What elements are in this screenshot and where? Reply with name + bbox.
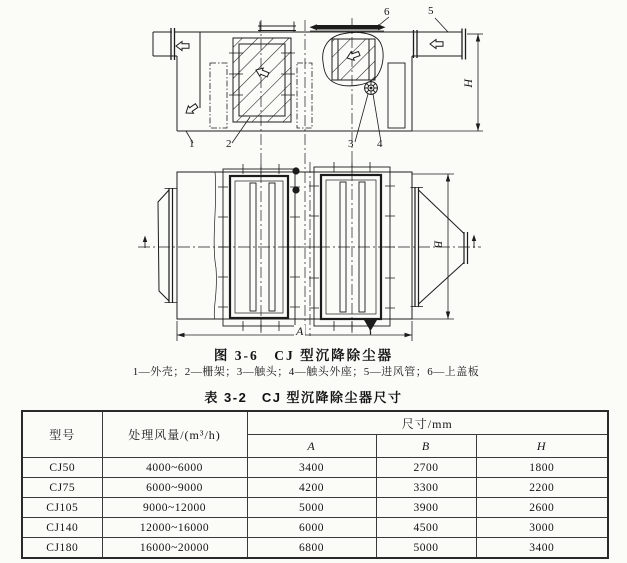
cell-model: CJ105 (22, 498, 102, 518)
outlet-diffuser (158, 188, 177, 303)
contact-dot-lower (292, 186, 299, 193)
top-cover-plate (310, 24, 386, 31)
dimension-label-h: H (461, 78, 476, 88)
header-model: 型号 (22, 411, 102, 458)
header-a: A (247, 435, 376, 458)
drain-funnel (364, 320, 377, 335)
cell-h: 2600 (476, 498, 608, 518)
header-h: H (476, 435, 608, 458)
cell-b: 3300 (376, 478, 476, 498)
header-b: B (376, 435, 476, 458)
callout-3: 3 (348, 138, 354, 150)
table-row (22, 498, 608, 518)
right-slot (388, 63, 405, 128)
plan-casing (177, 172, 412, 319)
dimension-label-b: B (431, 240, 446, 248)
cell-a: 6800 (247, 538, 376, 559)
top-view-drawing (153, 17, 483, 336)
table-row (22, 538, 608, 559)
cell-h: 1800 (476, 458, 608, 478)
cell-a: 6000 (247, 518, 376, 538)
callout-5: 5 (428, 5, 434, 17)
header-dims-group: 尺寸/mm (247, 411, 608, 435)
dimensions-table (21, 410, 609, 559)
header-airflow: 处理风量/(m³/h) (102, 411, 247, 458)
cell-a: 5000 (247, 498, 376, 518)
plan-grid-frame-left (218, 164, 300, 331)
cell-model: CJ50 (22, 458, 102, 478)
dimension-label-a: A (296, 324, 304, 338)
casing-outline (175, 32, 462, 131)
table-row (22, 458, 608, 478)
cell-a: 3400 (247, 458, 376, 478)
cell-airflow: 16000~20000 (102, 538, 247, 559)
table-body (22, 458, 608, 559)
left-section-arrow (143, 236, 147, 249)
contact-dot-top (292, 167, 299, 174)
table-row (22, 518, 608, 538)
break-line (214, 172, 216, 319)
cell-h: 3400 (476, 538, 608, 559)
cell-model: CJ180 (22, 538, 102, 559)
cell-airflow: 9000~12000 (102, 498, 247, 518)
cell-a: 4200 (247, 478, 376, 498)
cell-model: CJ75 (22, 478, 102, 498)
callout-1: 1 (189, 138, 195, 150)
grid-frame-section (229, 38, 295, 122)
cell-h: 2200 (476, 478, 608, 498)
cell-airflow: 12000~16000 (102, 518, 247, 538)
callout-6: 6 (384, 6, 390, 18)
table-row (22, 478, 608, 498)
callout-4: 4 (377, 138, 383, 150)
figure-legend: 1—外壳；2—栅架；3—触头；4—触头外座；5—进风管；6—上盖板 (132, 366, 480, 378)
cell-b: 5000 (376, 538, 476, 559)
outlet-duct (153, 28, 177, 60)
cell-h: 3000 (476, 518, 608, 538)
airflow-arrows (176, 40, 443, 117)
callout-leaders (186, 17, 448, 143)
top-rail-plate (258, 22, 296, 33)
cell-b: 2700 (376, 458, 476, 478)
callout-2: 2 (226, 138, 232, 150)
cell-airflow: 6000~9000 (102, 478, 247, 498)
cell-b: 3900 (376, 498, 476, 518)
table-title: 表 3-2 CJ 型沉降除尘器尺寸 (204, 390, 403, 405)
cell-b: 4500 (376, 518, 476, 538)
cell-model: CJ140 (22, 518, 102, 538)
right-section-arrow (472, 235, 476, 249)
cell-airflow: 4000~6000 (102, 458, 247, 478)
figure-caption: 图 3-6 CJ 型沉降除尘器 (213, 348, 394, 363)
plan-view-drawing (138, 162, 481, 341)
